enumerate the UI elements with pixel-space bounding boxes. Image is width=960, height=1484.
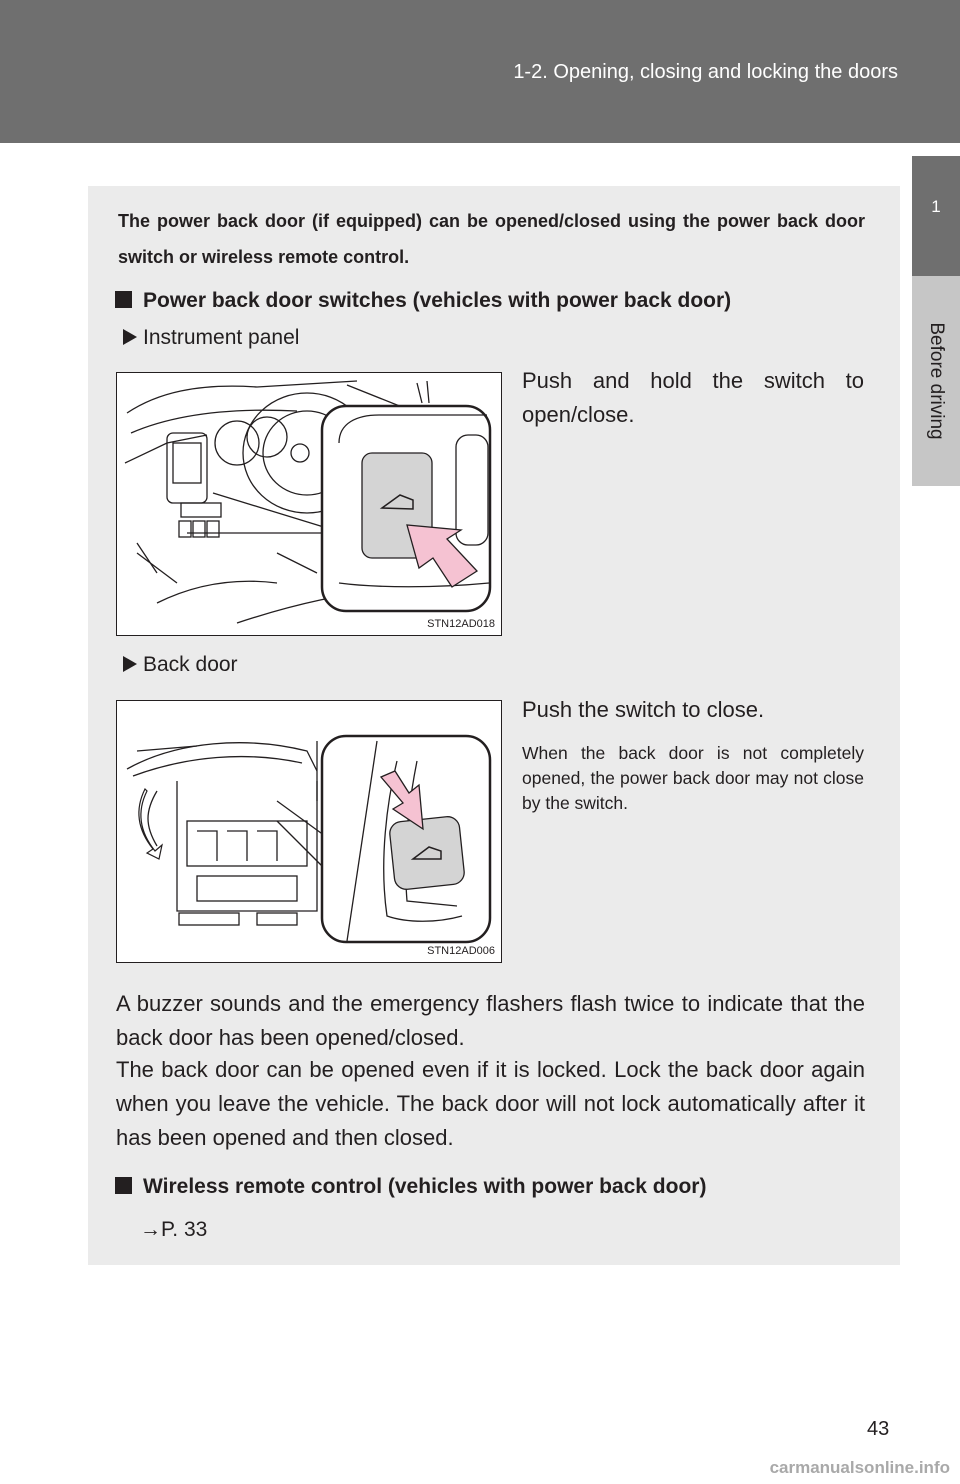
paragraph-buzzer: A buzzer sounds and the emergency flashers flash twice to indicate that the back door has been opened/closed. bbox=[116, 991, 865, 1050]
figure-instrument-panel bbox=[116, 372, 502, 636]
section-heading-text: Power back door switches (vehicles with power back door) bbox=[143, 289, 732, 312]
subheading-text: Back door bbox=[143, 653, 238, 676]
figure-back-door bbox=[116, 700, 502, 963]
square-bullet-icon bbox=[115, 291, 132, 308]
back-door-illustration bbox=[117, 701, 501, 962]
figure-code: STN12AD018 bbox=[427, 618, 495, 630]
page-reference-link[interactable]: →P. 33 bbox=[140, 1218, 208, 1241]
section-heading-switches bbox=[115, 289, 731, 313]
subheading-instrument-panel bbox=[123, 326, 299, 350]
subheading-text: Instrument panel bbox=[143, 326, 300, 349]
subheading-back-door bbox=[123, 653, 238, 677]
chapter-label-tab bbox=[912, 276, 960, 486]
page-header bbox=[0, 0, 960, 143]
triangle-bullet-icon bbox=[123, 656, 137, 672]
paragraph-lock: The back door can be opened even if it is locked. Lock the back door again when you leave the vehicle. The back door will not lock automatically after it has been opened and then closed. bbox=[116, 1057, 865, 1150]
section-heading-text: Wireless remote control (vehicles with power back door) bbox=[143, 1175, 707, 1198]
chapter-label: Before driving bbox=[926, 322, 947, 440]
footer-watermark: carmanualsonline.info bbox=[769, 1458, 950, 1477]
back-door-note: When the back door is not completely opened, the power back door may not close by the switch. bbox=[522, 743, 864, 813]
triangle-bullet-icon bbox=[123, 329, 137, 345]
page-number: 43 bbox=[867, 1418, 890, 1440]
section-heading-remote bbox=[115, 1175, 706, 1199]
instrument-panel-illustration bbox=[117, 373, 501, 635]
square-bullet-icon bbox=[115, 1177, 132, 1194]
chapter-title: 1-2. Opening, closing and locking the doors bbox=[513, 61, 898, 83]
chapter-tab bbox=[912, 156, 960, 276]
back-door-description: Push the switch to close. bbox=[522, 697, 765, 722]
figure-code: STN12AD006 bbox=[427, 945, 495, 957]
instrument-panel-description: Push and hold the switch to open/close. bbox=[522, 368, 864, 427]
chapter-number: 1 bbox=[931, 197, 941, 216]
intro-text: The power back door (if equipped) can be opened/closed using the power back door switch or wireless remote control. bbox=[118, 211, 865, 267]
